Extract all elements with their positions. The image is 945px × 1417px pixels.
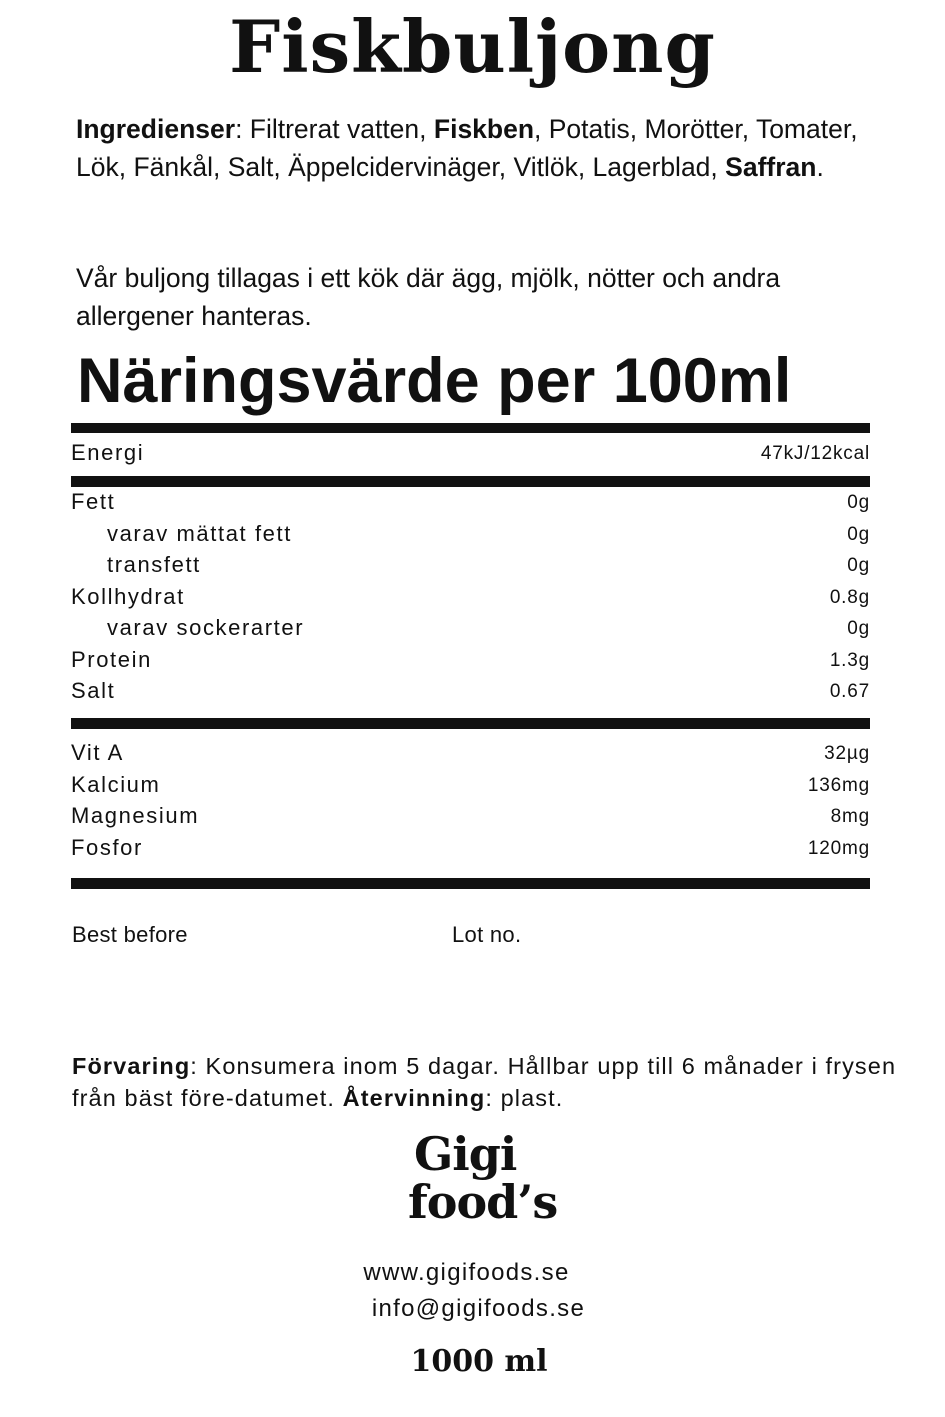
nutrient-value: 0g: [847, 618, 870, 639]
ingredients-text: , Potatis, Morötter, Tomater, Lök, Fänkål, Salt, Äppelcidervinäger, Vitlök, Lagerblad,: [76, 114, 858, 182]
mineral-label: Fosfor: [71, 834, 143, 860]
ingredients-text: .: [816, 151, 824, 182]
ingredients-bold: Fiskben: [433, 114, 535, 144]
ingredients-text: : Filtrerat vatten,: [235, 114, 434, 144]
allergen-note: Vår buljong tillagas i ett kök där ägg, mjölk, nötter och andra allergener hanteras.: [76, 263, 781, 331]
nutrient-row: [71, 678, 870, 708]
nutrient-label: Kollhydrat: [71, 583, 185, 609]
storage-text: [72, 1050, 902, 1114]
nutrient-row: [71, 584, 870, 614]
nutrient-row: [71, 552, 870, 582]
mineral-label: Kalcium: [71, 771, 161, 797]
email-link[interactable]: info@gigifoods.se: [371, 1295, 586, 1322]
storage-text: : Konsumera inom 5 dagar. Hållbar upp till 6 månader i frysen från bäst före-datumet.: [72, 1053, 897, 1111]
nutrient-label: transfett: [107, 552, 201, 577]
nutrient-label: Protein: [71, 646, 152, 672]
product-title: Fiskbuljong: [229, 4, 716, 89]
nutrient-value: 0.8g: [829, 586, 870, 608]
nutrition-divider-macros: [71, 718, 870, 729]
lot-number-label: Lot no.: [452, 922, 522, 947]
nutrient-label: Fett: [71, 489, 116, 514]
brand-logo: [408, 1127, 608, 1229]
nutrient-row: [71, 615, 870, 645]
storage-bold: Förvaring: [72, 1053, 191, 1079]
nutrient-row: [71, 489, 870, 519]
nutrient-value: 0g: [847, 555, 870, 576]
nutrition-title: Näringsvärde per 100ml: [77, 346, 792, 416]
brand-logo-line1: Gigi: [414, 1127, 517, 1181]
nutrient-label: varav mättat fett: [107, 520, 292, 546]
nutrient-value: 1.3g: [829, 649, 870, 671]
nutrient-value: 0g: [847, 523, 870, 545]
nutrient-row: [71, 521, 870, 551]
mineral-label: Vit A: [71, 740, 124, 765]
ingredients-bold: Ingredienser: [76, 114, 236, 144]
mineral-row: [71, 835, 870, 865]
mineral-value: 32µg: [824, 743, 870, 764]
energy-row: [71, 440, 870, 470]
brand-logo-line2: food’s: [408, 1175, 558, 1229]
best-before-label: Best before: [72, 922, 188, 947]
nutrient-row: [71, 647, 870, 677]
ingredients-bold: Saffran: [725, 151, 817, 182]
volume-label: 1000 ml: [410, 1344, 548, 1379]
nutrition-divider-energy: [71, 476, 870, 487]
nutrient-label: varav sockerarter: [107, 615, 305, 640]
storage-text: : plast.: [485, 1085, 564, 1111]
energy-label: Energi: [71, 440, 145, 465]
nutrition-divider-bottom: [71, 878, 870, 889]
nutrient-value: 0.67: [829, 681, 870, 702]
storage-bold: Återvinning: [342, 1085, 486, 1111]
energy-value: 47kJ/12kcal: [760, 443, 870, 464]
mineral-row: [71, 772, 870, 802]
mineral-value: 8mg: [830, 806, 870, 827]
mineral-value: 136mg: [807, 774, 870, 796]
nutrient-value: 0g: [847, 492, 870, 513]
mineral-row: [71, 740, 870, 770]
mineral-label: Magnesium: [71, 803, 200, 828]
ingredients-text: [76, 111, 876, 186]
mineral-row: [71, 803, 870, 833]
mineral-value: 120mg: [807, 837, 870, 859]
website-link[interactable]: www.gigifoods.se: [363, 1259, 570, 1286]
nutrient-label: Salt: [71, 678, 116, 703]
nutrition-divider-top: [71, 423, 870, 433]
